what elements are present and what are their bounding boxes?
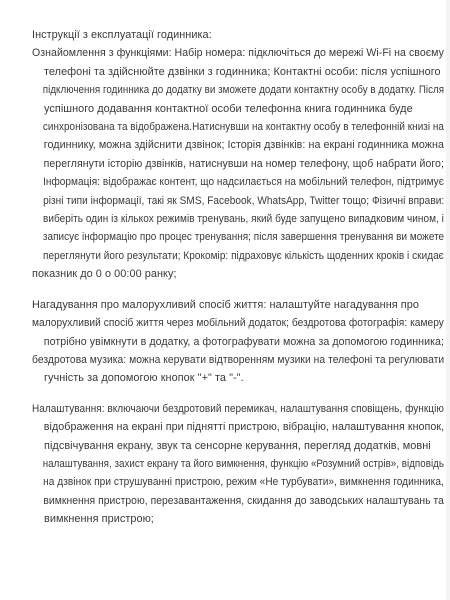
paragraph-line: різні типи інформації, такі як SMS, Facebook, WhatsApp, Twitter тощо; Фізичні вправи: bbox=[43, 194, 445, 207]
page-edge-divider bbox=[446, 0, 450, 600]
paragraph-spacer bbox=[32, 284, 424, 296]
paragraph-line: записує інформацію про процес тренування; після завершення тренування ви можете bbox=[42, 231, 445, 244]
paragraph-line: виберіть один із кількох режимів тренувань, який буде запущено випадковим чином, і bbox=[43, 213, 444, 226]
paragraph-line: малорухливий спосіб життя через мобільний додаток; бездротова фотографія: камеру bbox=[32, 317, 444, 330]
paragraph-line: успішного додавання контактної особи телефонна книга годинника буде bbox=[44, 102, 413, 115]
paragraph-line: годиннику, можна здійснити дзвінок; Історія дзвінків: на екрані годинника можна bbox=[43, 139, 444, 152]
paragraph-line: гучність за допомогою кнопок "+" та "-". bbox=[44, 372, 244, 385]
paragraph-line: потрібно увімкнути в додатку, а фотографувати можна за допомогою годинника; bbox=[43, 335, 445, 348]
paragraph-line: відображення на екрані при піднятті пристрою, вібрацію, налаштування кнопок, bbox=[43, 421, 445, 434]
paragraph-line: бездротова музика: можна керувати відтворенням музики на телефоні та регулювати bbox=[32, 353, 445, 366]
settings-paragraph bbox=[32, 400, 445, 529]
paragraph-line: вимкнення пристрою, перезавантаження, скидання до заводських налаштувань та bbox=[43, 494, 444, 507]
paragraph-line: Інформація: відображає контент, що надсилається на мобільний телефон, підтримує bbox=[43, 176, 444, 189]
functions-paragraph bbox=[32, 44, 445, 283]
paragraph-line: налаштування, захист екрану та його вимкнення, функцію «Розумний острів», відповідь bbox=[42, 457, 445, 470]
reminders-paragraph bbox=[32, 296, 445, 388]
paragraph-line: Нагадування про малорухливий спосіб життя: налаштуйте нагадування про bbox=[32, 298, 419, 311]
paragraph-line: телефоні та здійснюйте дзвінки з годинника; Контактні особи: після успішного bbox=[44, 65, 441, 78]
paragraph-line: на дзвінок при струшуванні пристрою, режим «Не турбувати», вимкнення годинника, bbox=[43, 476, 444, 489]
paragraph-line: підключення годинника до додатку ви зможете додати контактну особу в додатку. Після bbox=[42, 84, 445, 97]
paragraph-line: Ознайомлення з функціями: Набір номера: підключіться до мережі Wi-Fi на своєму bbox=[32, 47, 444, 60]
paragraph-spacer bbox=[32, 388, 424, 400]
paragraph-line: переглянути його результати; Крокомір: підраховує кількість щоденних кроків і скидає bbox=[43, 249, 444, 262]
paragraph-line: вимкнення пристрою; bbox=[44, 513, 154, 526]
paragraph-line: підсвічування екрану, звук та сенсорне керування, перегляд додатків, мовні bbox=[44, 439, 431, 452]
paragraph-line: показник до 0 о 00:00 ранку; bbox=[32, 268, 177, 281]
document-title: Інструкції з експлуатації годинника: bbox=[32, 29, 212, 41]
paragraph-line: переглянути історію дзвінків, натиснувши на номер телефону, щоб набрати його; bbox=[43, 157, 444, 170]
paragraph-line: Налаштування: включаючи бездротовий перемикач, налаштування сповіщень, функцію bbox=[32, 402, 444, 415]
paragraph-line: синхронізована та відображена.Натиснувши на контактну особу в телефонній книзі на bbox=[42, 121, 444, 134]
